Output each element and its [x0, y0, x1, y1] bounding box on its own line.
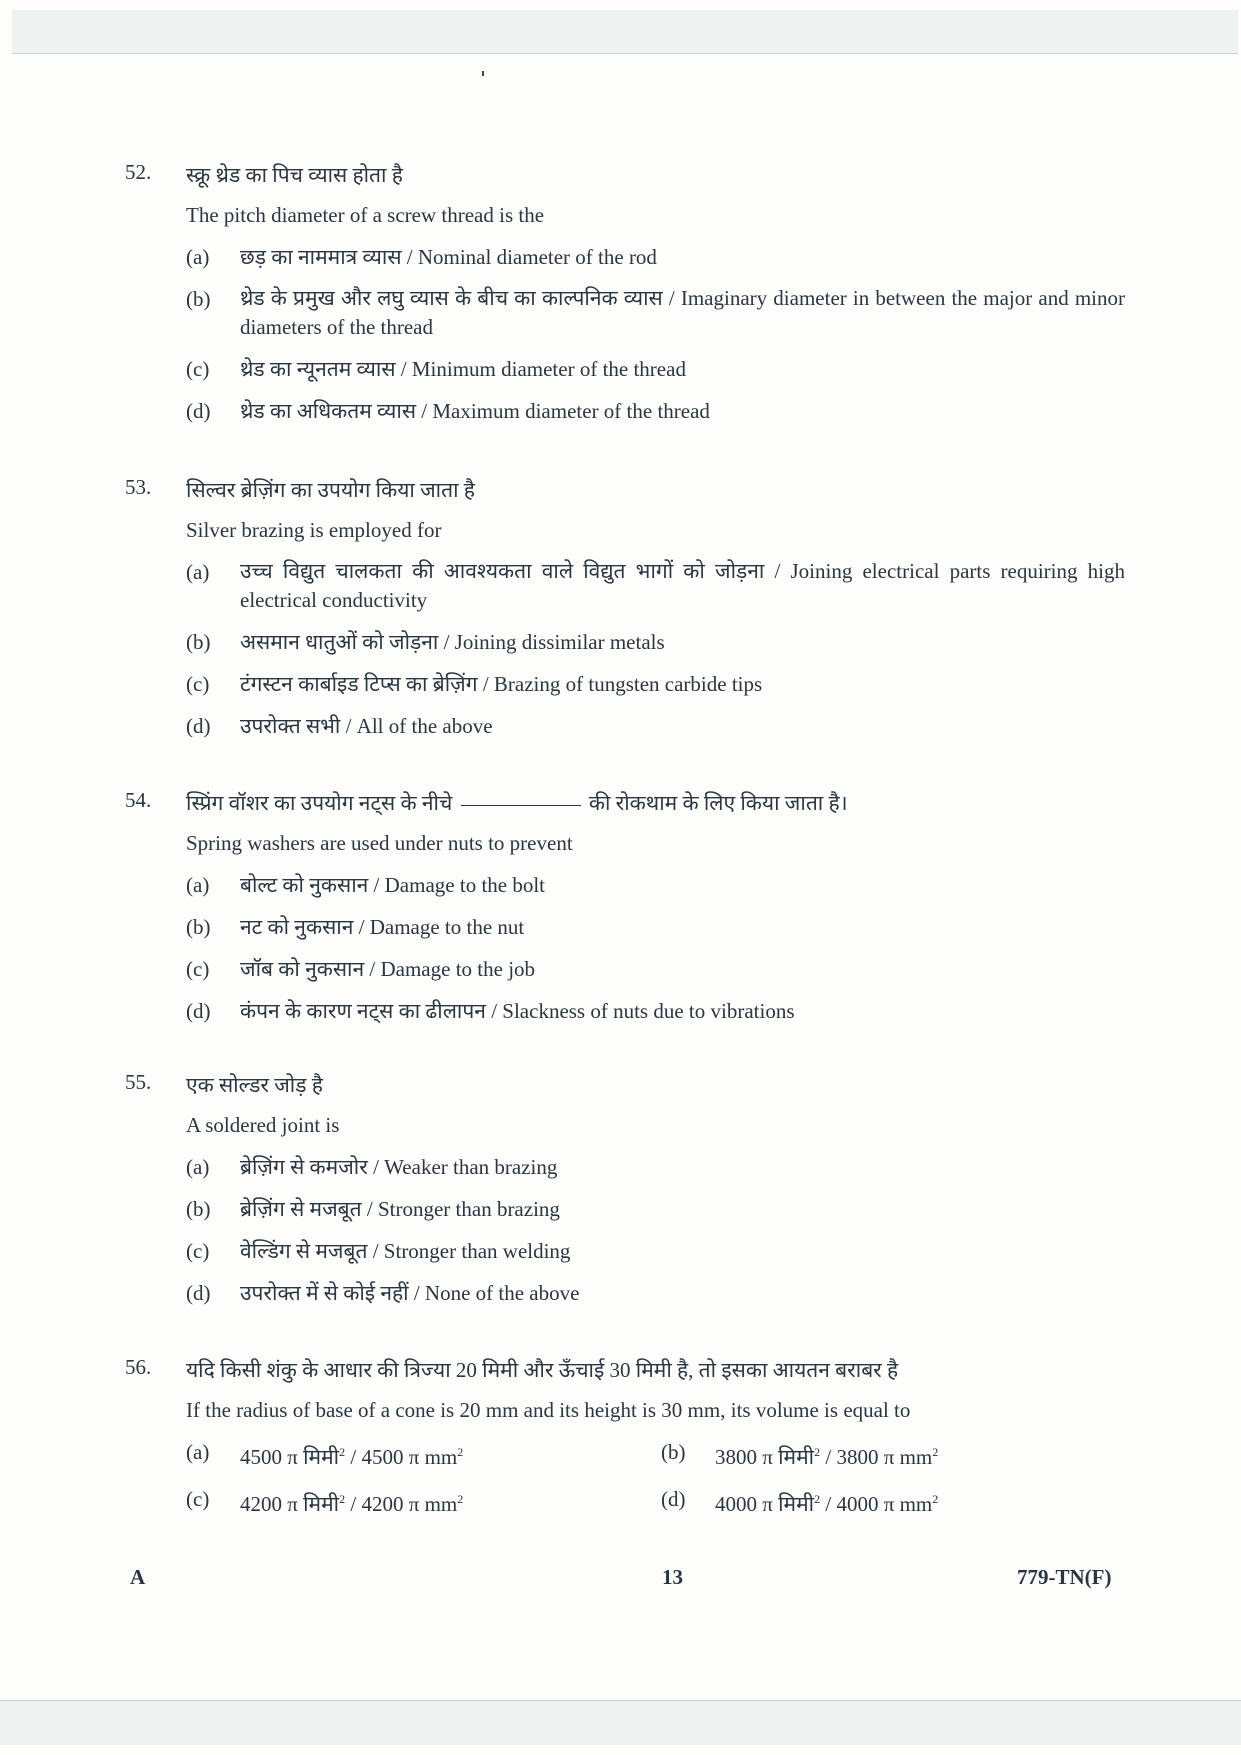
question-text-hindi-before: स्प्रिंग वॉशर का उपयोग नट्स के नीचे — [186, 791, 453, 815]
option-a — [186, 870, 1125, 900]
option-b — [186, 284, 1125, 342]
footer-paper-code: 779-TN(F) — [1017, 1565, 1112, 1589]
question-number: 53. — [125, 475, 152, 499]
option-c — [186, 1484, 661, 1519]
option-text: उपरोक्त में से कोई नहीं / None of the above — [240, 1281, 580, 1305]
option-d — [186, 396, 1125, 426]
option-text: 4200 π मिमी$^2$ / 4200 π $mm^2$ — [240, 1492, 464, 1516]
question-55 — [125, 1070, 1125, 1320]
option-a — [186, 1437, 661, 1472]
option-label: (d) — [186, 999, 211, 1023]
question-number: 55. — [125, 1070, 152, 1094]
footer-series-code: A — [130, 1565, 146, 1589]
scan-top-band — [12, 10, 1238, 54]
fill-in-blank — [461, 805, 581, 806]
option-label: (b) — [186, 915, 211, 939]
option-d — [186, 711, 1125, 741]
option-label: (d) — [186, 399, 211, 423]
option-text: 4500 π मिमी$^2$ / 4500 π $mm^2$ — [240, 1445, 464, 1469]
option-a — [186, 242, 1125, 272]
option-label: (a) — [186, 1440, 210, 1464]
question-text-hindi: सिल्वर ब्रेज़िंग का उपयोग किया जाता है — [186, 478, 475, 502]
option-b — [186, 1194, 1125, 1224]
option-label: (d) — [186, 714, 211, 738]
option-c — [186, 954, 1125, 984]
option-label: (c) — [186, 357, 210, 381]
option-text: नट को नुकसान / Damage to the nut — [240, 915, 525, 939]
option-label: (d) — [661, 1487, 686, 1511]
option-text: असमान धातुओं को जोड़ना / Joining dissimilar metals — [240, 630, 665, 654]
question-text-english: Silver brazing is employed for — [186, 518, 442, 542]
option-label: (a) — [186, 245, 210, 269]
option-label: (c) — [186, 1239, 210, 1263]
question-53 — [125, 475, 1125, 753]
option-text: थ्रेड का न्यूनतम व्यास / Minimum diameter of the thread — [240, 357, 686, 381]
option-label: (a) — [186, 1155, 210, 1179]
option-text: उपरोक्त सभी / All of the above — [240, 714, 493, 738]
option-label: (a) — [186, 873, 210, 897]
option-text: ब्रेज़िंग से मजबूत / Stronger than brazing — [240, 1197, 560, 1221]
question-text-english: If the radius of base of a cone is 20 mm and its height is 30 mm, its volume is equal to — [186, 1398, 911, 1422]
question-text-english: The pitch diameter of a screw thread is the — [186, 203, 545, 227]
option-d — [186, 996, 1125, 1026]
option-text: छड़ का नाममात्र व्यास / Nominal diameter of the rod — [240, 245, 657, 269]
option-b — [186, 912, 1125, 942]
option-text: बोल्ट को नुकसान / Damage to the bolt — [240, 873, 546, 897]
question-text-hindi: यदि किसी शंकु के आधार की त्रिज्या 20 मिमी और ऊँचाई 30 मिमी है, तो इसका आयतन बराबर है — [186, 1358, 899, 1382]
question-number: 54. — [125, 788, 152, 812]
option-c — [186, 1236, 1125, 1266]
option-label: (b) — [661, 1440, 686, 1464]
option-label: (b) — [186, 287, 211, 311]
question-text-hindi: स्क्रू थ्रेड का पिच व्यास होता है — [186, 163, 403, 187]
option-text: ब्रेज़िंग से कमजोर / Weaker than brazing — [240, 1155, 558, 1179]
option-c — [186, 669, 1125, 699]
question-54 — [125, 788, 1125, 1038]
question-52 — [125, 160, 1125, 438]
scan-bottom-band — [0, 1700, 1241, 1745]
option-label: (d) — [186, 1281, 211, 1305]
page-number: 13 — [662, 1565, 683, 1589]
option-text: वेल्डिंग से मजबूत / Stronger than welding — [240, 1239, 571, 1263]
scan-speck — [482, 71, 484, 76]
option-text: थ्रेड के प्रमुख और लघु व्यास के बीच का काल्पनिक व्यास / Imaginary diameter in between the major and minor diameters of the thread — [240, 286, 1125, 339]
option-label: (c) — [186, 672, 210, 696]
option-a — [186, 1152, 1125, 1182]
option-d — [186, 1278, 1125, 1308]
option-label: (c) — [186, 1487, 210, 1511]
option-d — [661, 1484, 1081, 1519]
question-text-hindi — [186, 788, 1125, 820]
question-text-hindi-after: की रोकथाम के लिए किया जाता है। — [588, 791, 848, 815]
option-a — [186, 557, 1125, 615]
option-text: उच्च विद्युत चालकता की आवश्यकता वाले विद्युत भागों को जोड़ना / Joining electrical parts requiring high electrical conductivity — [240, 559, 1125, 612]
question-number: 56. — [125, 1355, 152, 1379]
option-text: 4000 π मिमी$^2$ / 4000 π $mm^2$ — [715, 1492, 939, 1516]
option-b — [661, 1437, 1081, 1472]
question-text-hindi: एक सोल्डर जोड़ है — [186, 1073, 323, 1097]
option-b — [186, 627, 1125, 657]
option-label: (b) — [186, 630, 211, 654]
option-label: (b) — [186, 1197, 211, 1221]
question-56 — [125, 1355, 1135, 1519]
option-text: थ्रेड का अधिकतम व्यास / Maximum diameter of the thread — [240, 399, 710, 423]
option-text: 3800 π मिमी$^2$ / 3800 π $mm^2$ — [715, 1445, 939, 1469]
question-text-english: A soldered joint is — [186, 1113, 340, 1137]
option-text: जॉब को नुकसान / Damage to the job — [240, 957, 536, 981]
option-text: टंगस्टन कार्बाइड टिप्स का ब्रेज़िंग / Brazing of tungsten carbide tips — [240, 672, 763, 696]
question-text-english: Spring washers are used under nuts to prevent — [186, 831, 573, 855]
option-label: (c) — [186, 957, 210, 981]
option-text: कंपन के कारण नट्स का ढीलापन / Slackness of nuts due to vibrations — [240, 999, 795, 1023]
question-number: 52. — [125, 160, 152, 184]
option-c — [186, 354, 1125, 384]
option-label: (a) — [186, 560, 210, 584]
